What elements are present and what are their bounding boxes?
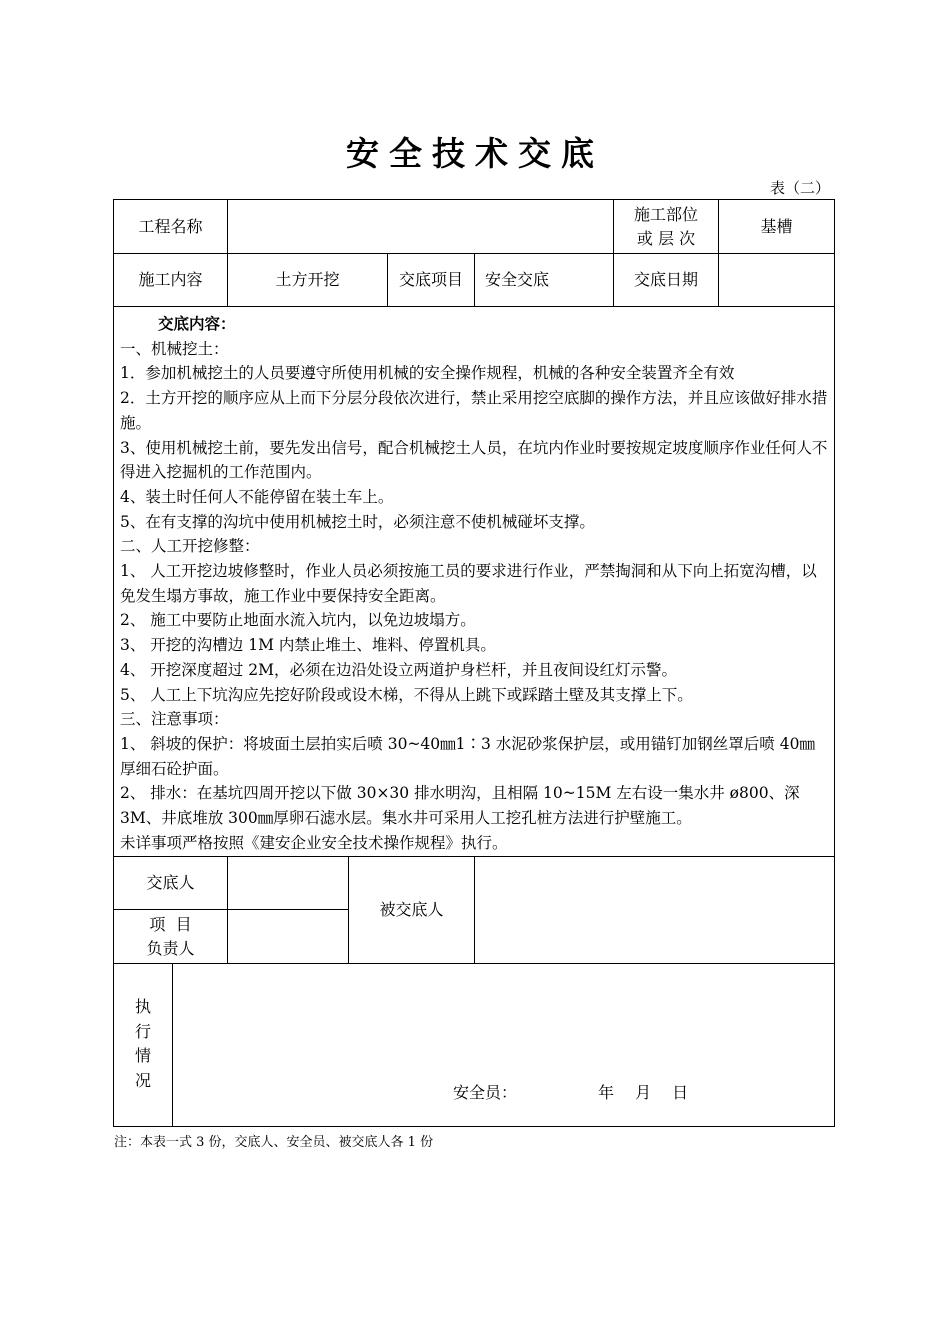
safety-officer-label: 安全员：: [453, 1083, 518, 1102]
content-heading: 交底内容：: [158, 314, 236, 333]
location-label: [614, 200, 718, 253]
content-line: 二、人工开挖修整：: [120, 537, 260, 556]
manager-label: [114, 910, 227, 963]
content-line: 三、注意事项：: [120, 710, 229, 729]
disclosure-content: [120, 312, 830, 855]
content-line: 4、装土时任何人不能停留在装土车上。: [120, 487, 394, 506]
location-value[interactable]: 基槽: [760, 216, 793, 236]
content-line: 2、 施工中要防止地面水流入坑内，以免边坡塌方。: [120, 611, 476, 630]
content-line: 4、 开挖深度超过 2M，必须在边沿处设立两道护身栏杆，并且夜间设红灯示警。: [120, 660, 677, 679]
item-value[interactable]: 安全交底: [485, 270, 550, 289]
content-line: 一、机械挖土：: [120, 339, 229, 358]
work-content-label: 施工内容: [138, 270, 203, 289]
footnote: 注：本表一式 3 份，交底人、安全员、被交底人各 1 份: [114, 1135, 434, 1150]
date-label: 交底日期: [633, 270, 698, 289]
content-line: 1．参加机械挖土的人员要遵守所使用机械的安全操作规程，机械的各种安全装置齐全有效: [120, 364, 735, 383]
receiver-label: 被交底人: [379, 900, 444, 919]
content-line: 5、 人工上下坑沟应先挖好阶段或设木梯，不得从上跳下或踩踏土壁及其支撑上下。: [120, 685, 693, 704]
work-content-value[interactable]: 土方开挖: [275, 270, 340, 289]
content-line: 1、 人工开挖边坡修整时，作业人员必须按施工员的要求进行作业，严禁掏洞和从下向上拓宽沟槽，以免发生塌方事故，施工作业中要保持安全距离。: [120, 562, 817, 605]
table-border-bottom: [113, 1126, 835, 1127]
location-label-line2: 或 层 次: [636, 228, 696, 248]
item-label: 交底项目: [398, 270, 463, 289]
discloser-label: 交底人: [146, 873, 195, 892]
date-value[interactable]: [719, 254, 834, 306]
content-line: 未详事项严格按照《建安企业安全技术操作规程》执行。: [120, 833, 508, 852]
execution-date: 年 月 日: [598, 1083, 689, 1102]
content-line: 2．土方开挖的顺序应从上而下分层分段依次进行，禁止采用挖空底脚的操作方法，并且应该做好排水措施。: [120, 389, 828, 432]
execution-label-char: 况: [134, 1070, 151, 1090]
execution-label: [114, 995, 172, 1093]
manager-label-line1: 项 目: [149, 914, 192, 934]
col-divider-exec: [172, 963, 173, 1127]
execution-label-char: 执: [134, 997, 151, 1016]
receiver-value[interactable]: [475, 857, 834, 963]
form-number: 表（二）: [769, 179, 830, 197]
content-line: 5、在有支撑的沟坑中使用机械挖土时，必须注意不使机械碰坏支撑。: [120, 512, 595, 531]
location-label-line1: 施工部位: [633, 204, 698, 224]
content-line: 3、 开挖的沟槽边 1M 内禁止堆土、堆料、停置机具。: [120, 636, 496, 655]
content-line: 2、 排水：在基坑四周开挖以下做 30×30 排水明沟，且相隔 10~15M 左右设一集水井 ø800、深 3M、井底堆放 300㎜厚卵石滤水层。集水井可采用人工挖孔桩方法进行护壁施工。: [120, 784, 800, 828]
table-border-left: [113, 199, 114, 1127]
manager-value[interactable]: [228, 910, 348, 963]
content-line: 1、 斜坡的保护：将坡面土层拍实后喷 30~40㎜1∶3 水泥砂浆保护层，或用锚钉加钢丝罩后喷 40㎜厚细石砼护面。: [120, 734, 815, 778]
project-name-label: 工程名称: [138, 216, 203, 236]
execution-label-char: 情: [134, 1046, 151, 1065]
manager-label-line2: 负责人: [146, 938, 195, 958]
document-title: 安全技术交底: [346, 134, 604, 173]
discloser-value[interactable]: [228, 857, 348, 909]
content-line: 3、使用机械挖土前，要先发出信号，配合机械挖土人员，在坑内作业时要按规定坡度顺序作业任何人不得进入挖掘机的工作范围内。: [120, 438, 828, 482]
table-border-right: [834, 199, 835, 1127]
project-name-value[interactable]: [228, 200, 613, 253]
execution-label-char: 行: [134, 1021, 151, 1041]
